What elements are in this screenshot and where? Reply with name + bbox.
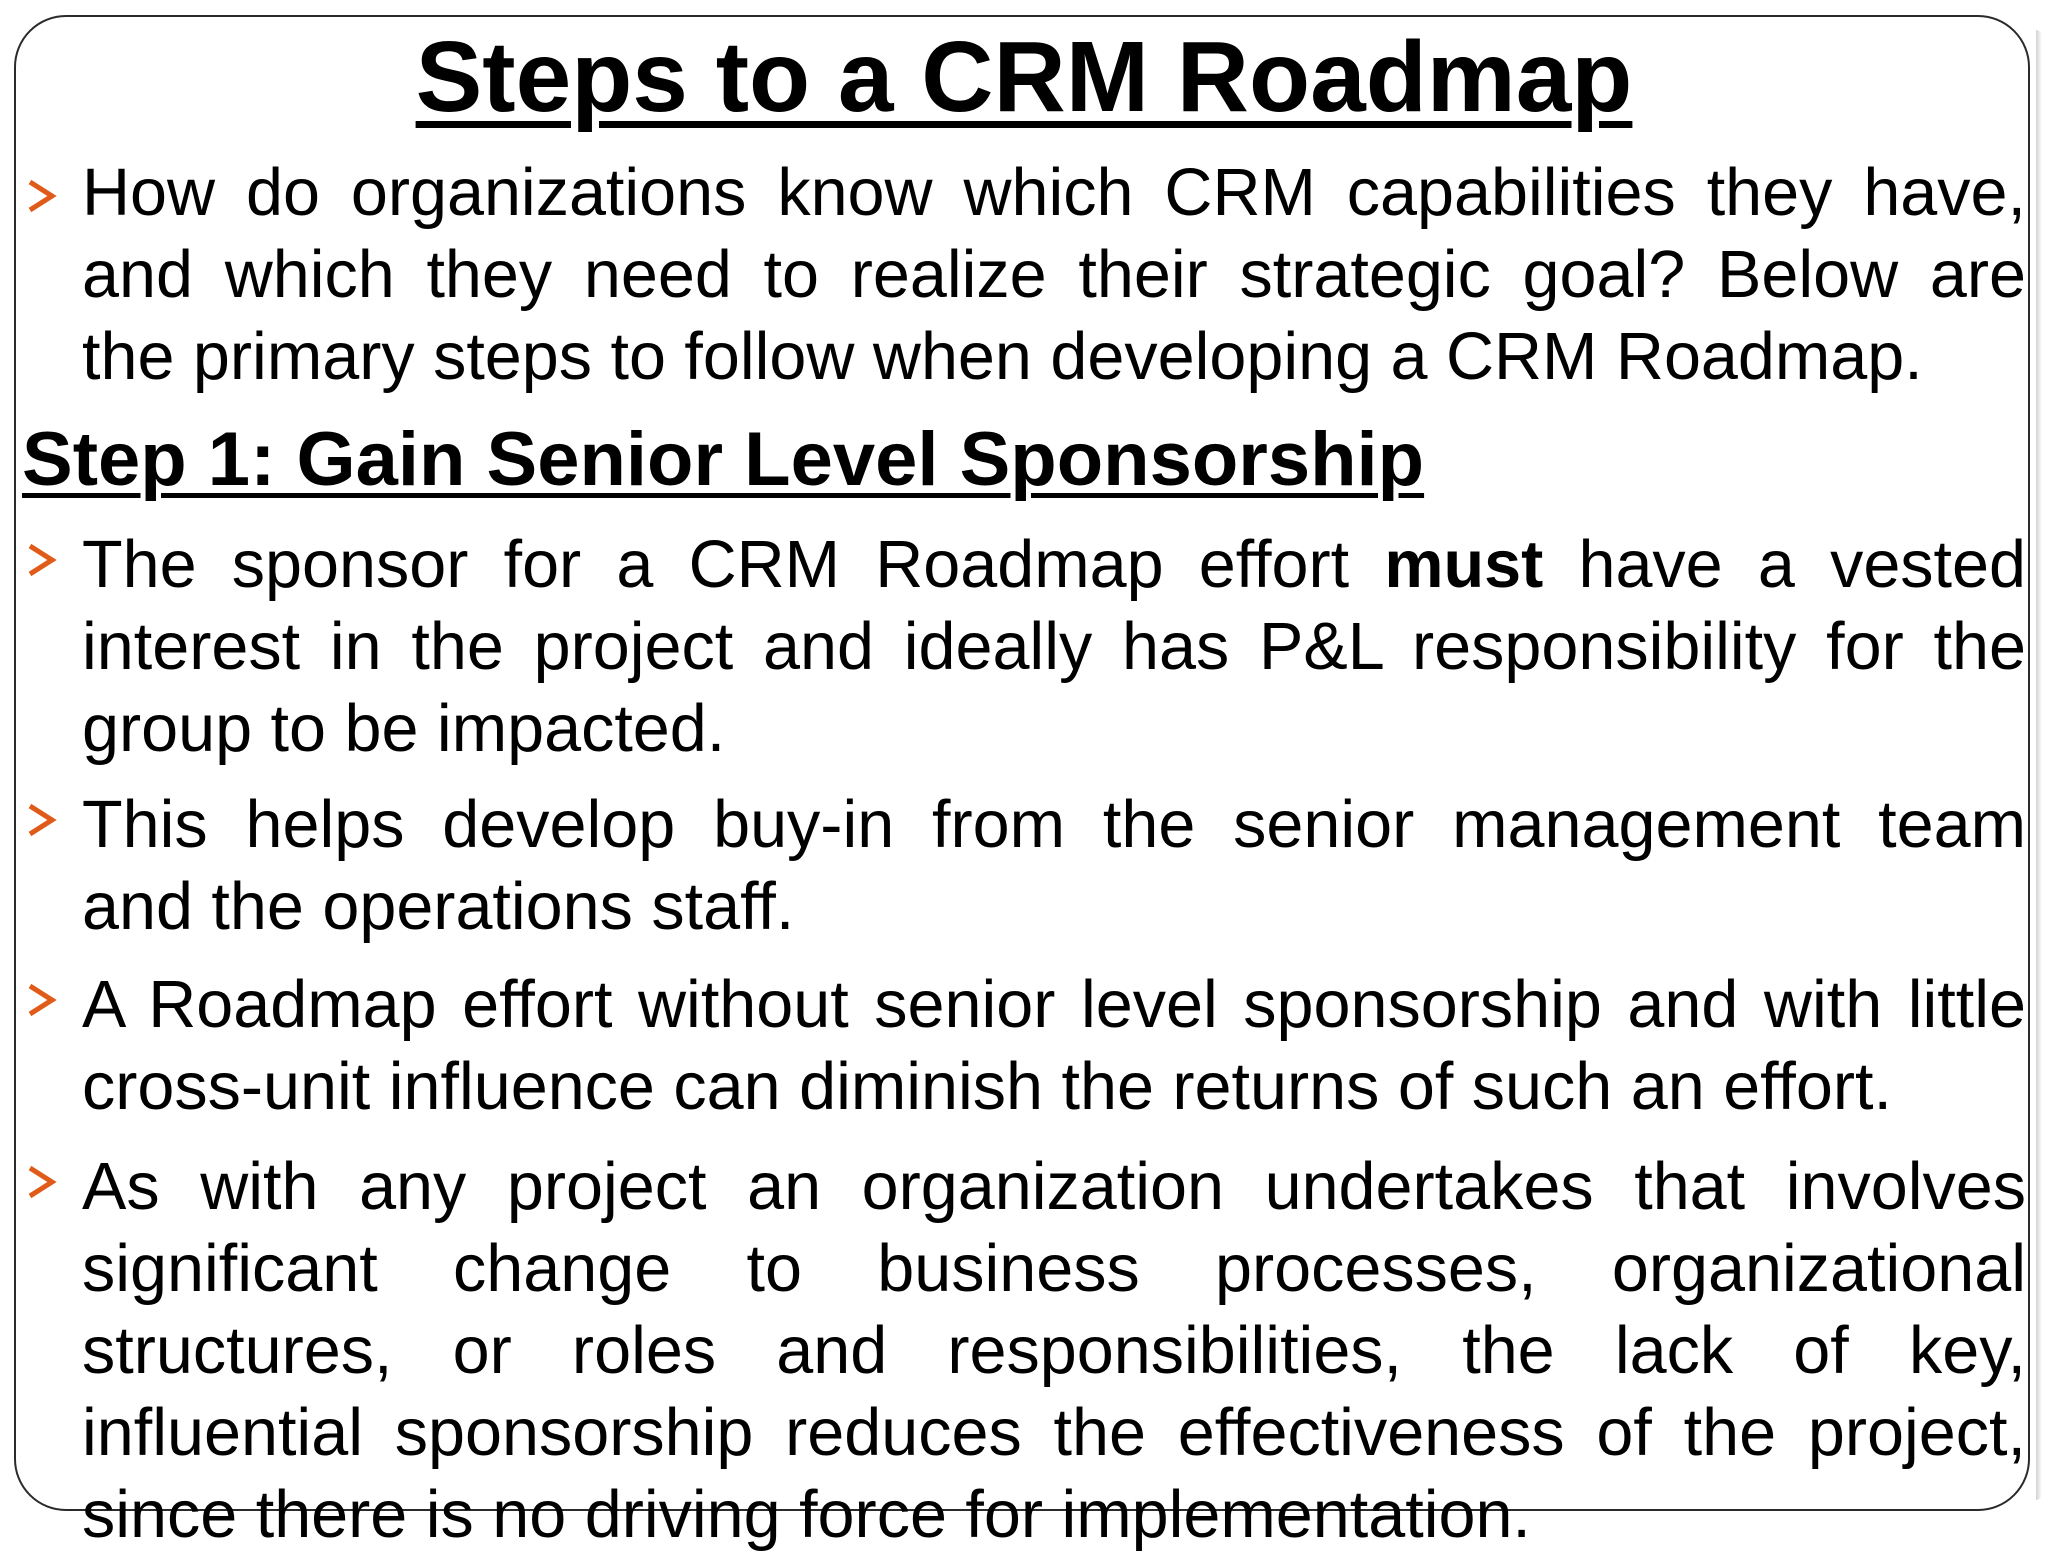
bullet-4-line: influential sponsorship reduces the effectiveness of the project, [82,1396,2026,1470]
intro-line: the primary steps to follow when developing a CRM Roadmap. [82,320,1923,394]
bullet-4-line: As with any project an organization undertakes that involves [82,1150,2026,1224]
slide-edge-shadow [2036,30,2042,1500]
bullet-1-line: group to be impacted. [82,692,726,766]
intro-line: How do organizations know which CRM capabilities they have, [82,156,2026,230]
bullet-paragraph-2 [82,784,2026,948]
bullet-4-line: structures, or roles and responsibilities, the lack of key, [82,1314,2026,1388]
bullet-paragraph-1 [82,524,2026,770]
step-1-heading: Step 1: Gain Senior Level Sponsorship [22,417,1425,502]
bullet-4-line: since there is no driving force for implementation. [82,1478,1531,1552]
bullet-1-line-1 [82,524,2026,606]
bullet-paragraph-4 [82,1146,2026,1556]
bullet-1-emphasis: must [1384,528,1544,602]
intro-paragraph [82,152,2026,398]
bullet-3-line: cross-unit influence can diminish the returns of such an effort. [82,1050,1892,1124]
slide-title: Steps to a CRM Roadmap [415,21,1633,133]
bullet-2-line: and the operations staff. [82,870,795,944]
bullet-2-line: This helps develop buy-in from the senior management team [82,788,2026,862]
bullet-3-line: A Roadmap effort without senior level sponsorship and with little [82,968,2026,1042]
bullet-1-line: interest in the project and ideally has P&L responsibility for the [82,610,2026,684]
arrow-bullet-icon [22,800,62,840]
arrow-bullet-icon [22,1162,62,1202]
arrow-bullet-icon [22,540,62,580]
bullet-1-text-after: have a vested [1543,528,2026,602]
arrow-bullet-icon [22,176,62,216]
intro-line: and which they need to realize their strategic goal? Below are [82,238,2026,312]
bullet-1-text-before: The sponsor for a CRM Roadmap effort [82,528,1385,602]
arrow-bullet-icon [22,980,62,1020]
bullet-paragraph-3 [82,964,2026,1128]
bullet-4-line: significant change to business processes, organizational [82,1232,2026,1306]
